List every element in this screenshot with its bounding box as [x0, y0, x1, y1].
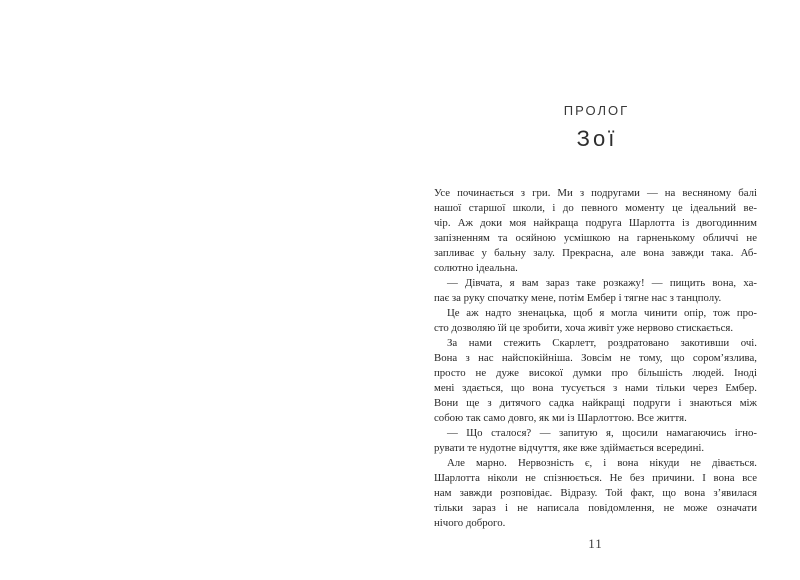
text-line: рувати те нудотне відчуття, яке вже здіймається всередині. — [434, 442, 705, 454]
text-line: — Дівчата, я вам зараз таке розкажу! — пищить вона, ха- — [447, 277, 757, 289]
text-line: пає за руку спочатку мене, потім Ембер і тягне нас з танцполу. — [434, 292, 722, 304]
text-line: нічого доброго. — [434, 517, 506, 529]
text-line: запливає у бальну залу. Прекрасна, але вона завжди така. Аб- — [434, 247, 757, 259]
text-line: Вони ще з дитячого садка найкращі подруги і знаються між — [434, 397, 757, 409]
text-line: чір. Аж доки моя найкраща подруга Шарлотта із двогодинним — [434, 217, 757, 229]
text-line: — Що сталося? — запитую я, щосили намагаючись ігно- — [447, 427, 757, 439]
body-text-block — [434, 186, 757, 531]
page-text-column — [434, 0, 757, 580]
text-line: нам завжди розповідає. Відразу. Той факт, що вона з’явилася — [434, 487, 757, 499]
text-line: мені здається, що вона тусується з нами тільки через Ембер. — [434, 382, 757, 394]
text-line: собою так само довго, як ми із Шарлоттою. Все життя. — [434, 412, 687, 424]
text-line: Усе починається з гри. Ми з подругами — на весняному балі — [434, 187, 757, 199]
chapter-kicker: ПРОЛОГ — [563, 103, 630, 118]
text-line: Шарлотта ніколи не спізнюється. Не без причини. І вона все — [434, 472, 757, 484]
text-line: солютно ідеальна. — [434, 262, 518, 274]
text-line: нашої старшої школи, і до певного моменту це ідеальний ве- — [434, 202, 757, 214]
text-line: Але марно. Нервозність є, і вона нікуди не дівається. — [447, 457, 757, 469]
text-line: Вона з нас найспокійніша. Зовсім не тому, що сором’язлива, — [434, 352, 757, 364]
page-number: 11 — [588, 536, 603, 551]
text-line: Це аж надто зненацька, щоб я могла чинити опір, тож про- — [447, 307, 757, 319]
text-line: просто не дуже високої думки про більшість людей. Іноді — [434, 367, 757, 379]
chapter-title: Зої — [576, 126, 618, 151]
text-line: сто дозволяю їй це зробити, хоча живіт уже нервово стискається. — [434, 322, 734, 334]
text-line: запізненням та осяйною усмішкою на гарненькому обличчі не — [434, 232, 757, 244]
text-line: тільки зараз і не написала повідомлення, не може означати — [434, 502, 757, 514]
text-line: За нами стежить Скарлетт, роздратовано закотивши очі. — [447, 337, 757, 349]
